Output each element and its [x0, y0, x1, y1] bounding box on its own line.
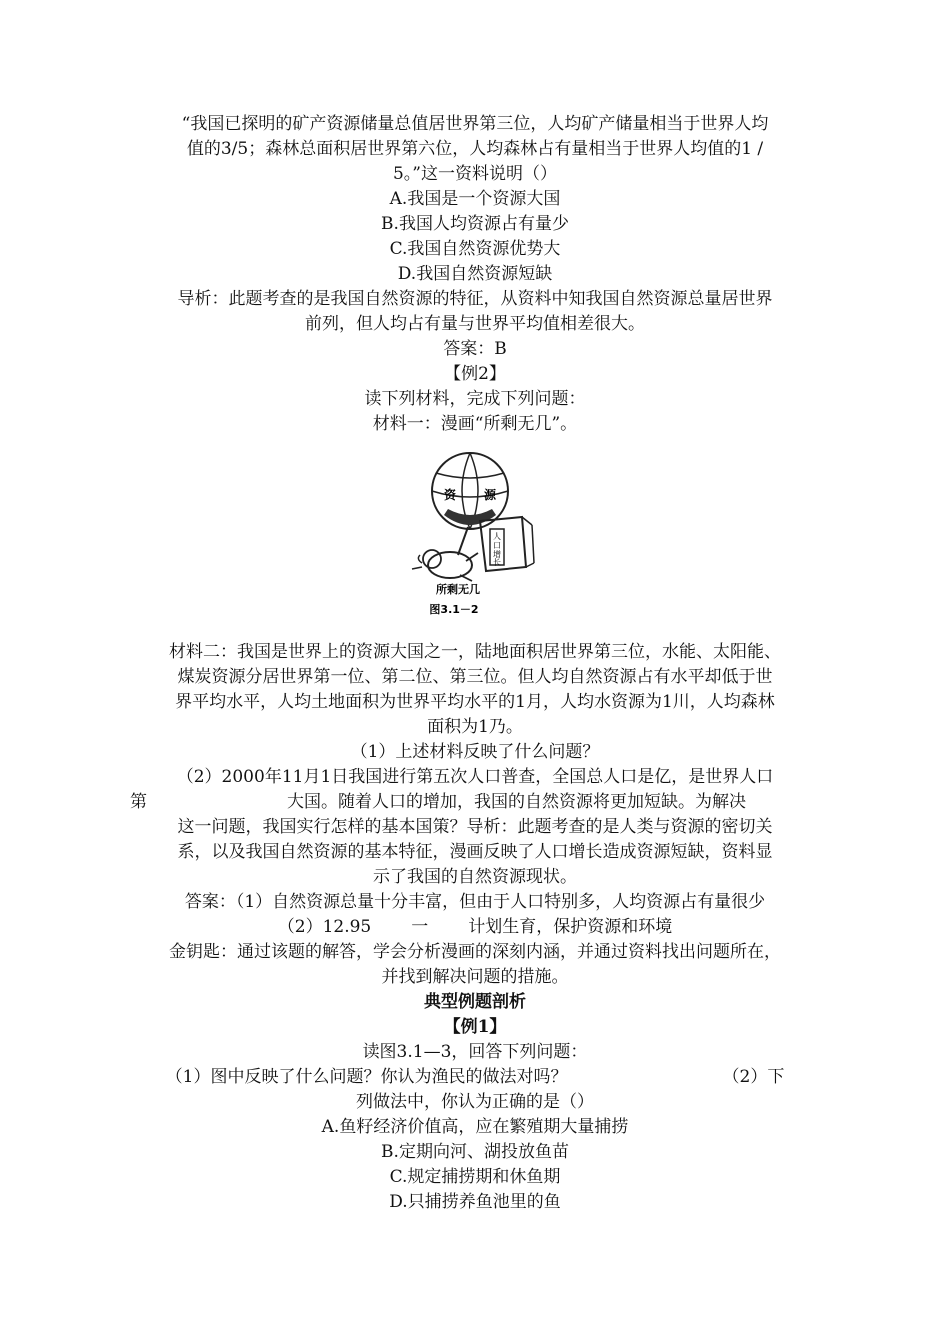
q1-stem-line: 值的3/5；森林总面积居世界第六位，人均森林占有量相当于世界人均值的1 /: [186, 139, 764, 159]
q2-material-two-line: 面积为1乃。: [427, 717, 523, 737]
sign-char: 长: [493, 558, 501, 567]
cartoon-figure: [410, 443, 540, 618]
q2-answer-part: 计划生育，保护资源和环境: [468, 917, 673, 937]
q1-stem-line: “我国已探明的矿产资源储量总值居世界第三位，人均矿产储量相当于世界人均: [181, 114, 769, 134]
section-question-line: [130, 1065, 820, 1090]
q2-material-two-line: 界平均水平，人均土地面积为世界平均水平的1月，人均水资源为1川，人均森林: [175, 692, 775, 712]
q2-answer-part: （2）12.95: [277, 917, 372, 937]
q2-question-2-text: 大国。随着人口的增加，我国的自然资源将更加短缺。为解决: [287, 792, 746, 812]
q2-question-2-line: 系，以及我国自然资源的基本特征，漫画反映了人口增长造成资源短缺，资料显: [177, 842, 773, 862]
q2-question-2-line: 示了我国的自然资源现状。: [373, 867, 577, 887]
q2-material-two-line: 煤炭资源分居世界第一位、第二位、第三位。但人均自然资源占有水平却低于世: [177, 667, 773, 687]
section-option-a: A.鱼籽经济价值高，应在繁殖期大量捕捞: [321, 1117, 629, 1137]
q1-analysis-line: 导析：此题考查的是我国自然资源的特征，从资料中知我国自然资源总量居世界: [177, 289, 773, 309]
sign-char: 口: [493, 541, 501, 550]
sign-char: 增: [493, 550, 501, 559]
q2-answer-line: [130, 915, 820, 940]
q2-question-2-line: 这一问题，我国实行怎样的基本国策？导析：此题考查的是人类与资源的密切关: [177, 817, 773, 837]
sign-char: 人: [493, 532, 501, 541]
q1-option-d: D.我国自然资源短缺: [397, 264, 553, 284]
q2-question-1: （1）上述材料反映了什么问题？: [350, 742, 600, 762]
q2-answer-line: 答案：（1）自然资源总量十分丰富，但由于人口特别多，人均资源占有量很少: [184, 892, 766, 912]
q2-question-2-line: （2）2000年11月1日我国进行第五次人口普查，全国总人口是亿，是世界人口: [176, 767, 774, 787]
q1-analysis-line: 前列，但人均占有量与世界平均值相差很大。: [305, 314, 645, 334]
globe-label-left: 资: [443, 488, 457, 502]
section-title: 典型例题剖析: [424, 992, 526, 1012]
section-question-line: 列做法中，你认为正确的是（）: [356, 1092, 594, 1112]
q2-heading: 【例2】: [444, 364, 506, 384]
cartoon-illustration: [410, 443, 540, 618]
section-intro: 读图3.1—3，回答下列问题：: [362, 1042, 588, 1062]
section-option-d: D.只捕捞养鱼池里的鱼: [389, 1192, 561, 1212]
q2-key-line: 并找到解决问题的措施。: [381, 967, 569, 987]
globe-label-right: 源: [483, 488, 497, 502]
q2-intro: 读下列材料，完成下列问题：: [364, 389, 586, 409]
q2-question-2-prefix: 第: [130, 792, 147, 812]
section-heading: 【例1】: [443, 1017, 507, 1037]
q2-material-two-line: 材料二：我国是世界上的资源大国之一，陆地面积居世界第三位，水能、太阳能、: [169, 642, 781, 662]
q2-answer-part: 一: [411, 917, 429, 937]
document-page: [130, 112, 820, 1215]
q1-answer: 答案：B: [443, 339, 507, 359]
section-question-2-start: （2）下: [722, 1067, 785, 1087]
figure-caption: 图3.1－2: [429, 603, 479, 616]
section-option-c: C.规定捕捞期和休鱼期: [389, 1167, 561, 1187]
q1-option-c: C.我国自然资源优势大: [389, 239, 561, 259]
q2-question-2-line: [130, 790, 820, 815]
q2-key-line: 金钥匙：通过该题的解答，学会分析漫画的深刻内涵，并通过资料找出问题所在，: [169, 942, 781, 962]
q1-option-b: B.我国人均资源占有量少: [381, 214, 569, 234]
q1-option-a: A.我国是一个资源大国: [389, 189, 561, 209]
section-option-b: B.定期向河、湖投放鱼苗: [381, 1142, 569, 1162]
q1-stem-line: 5。”这一资料说明（）: [392, 164, 557, 184]
cartoon-title: 所剩无几: [436, 583, 480, 596]
section-question-1: （1）图中反映了什么问题？你认为渔民的做法对吗？: [165, 1067, 568, 1087]
q2-material-one: 材料一：漫画“所剩无几”。: [372, 414, 578, 434]
